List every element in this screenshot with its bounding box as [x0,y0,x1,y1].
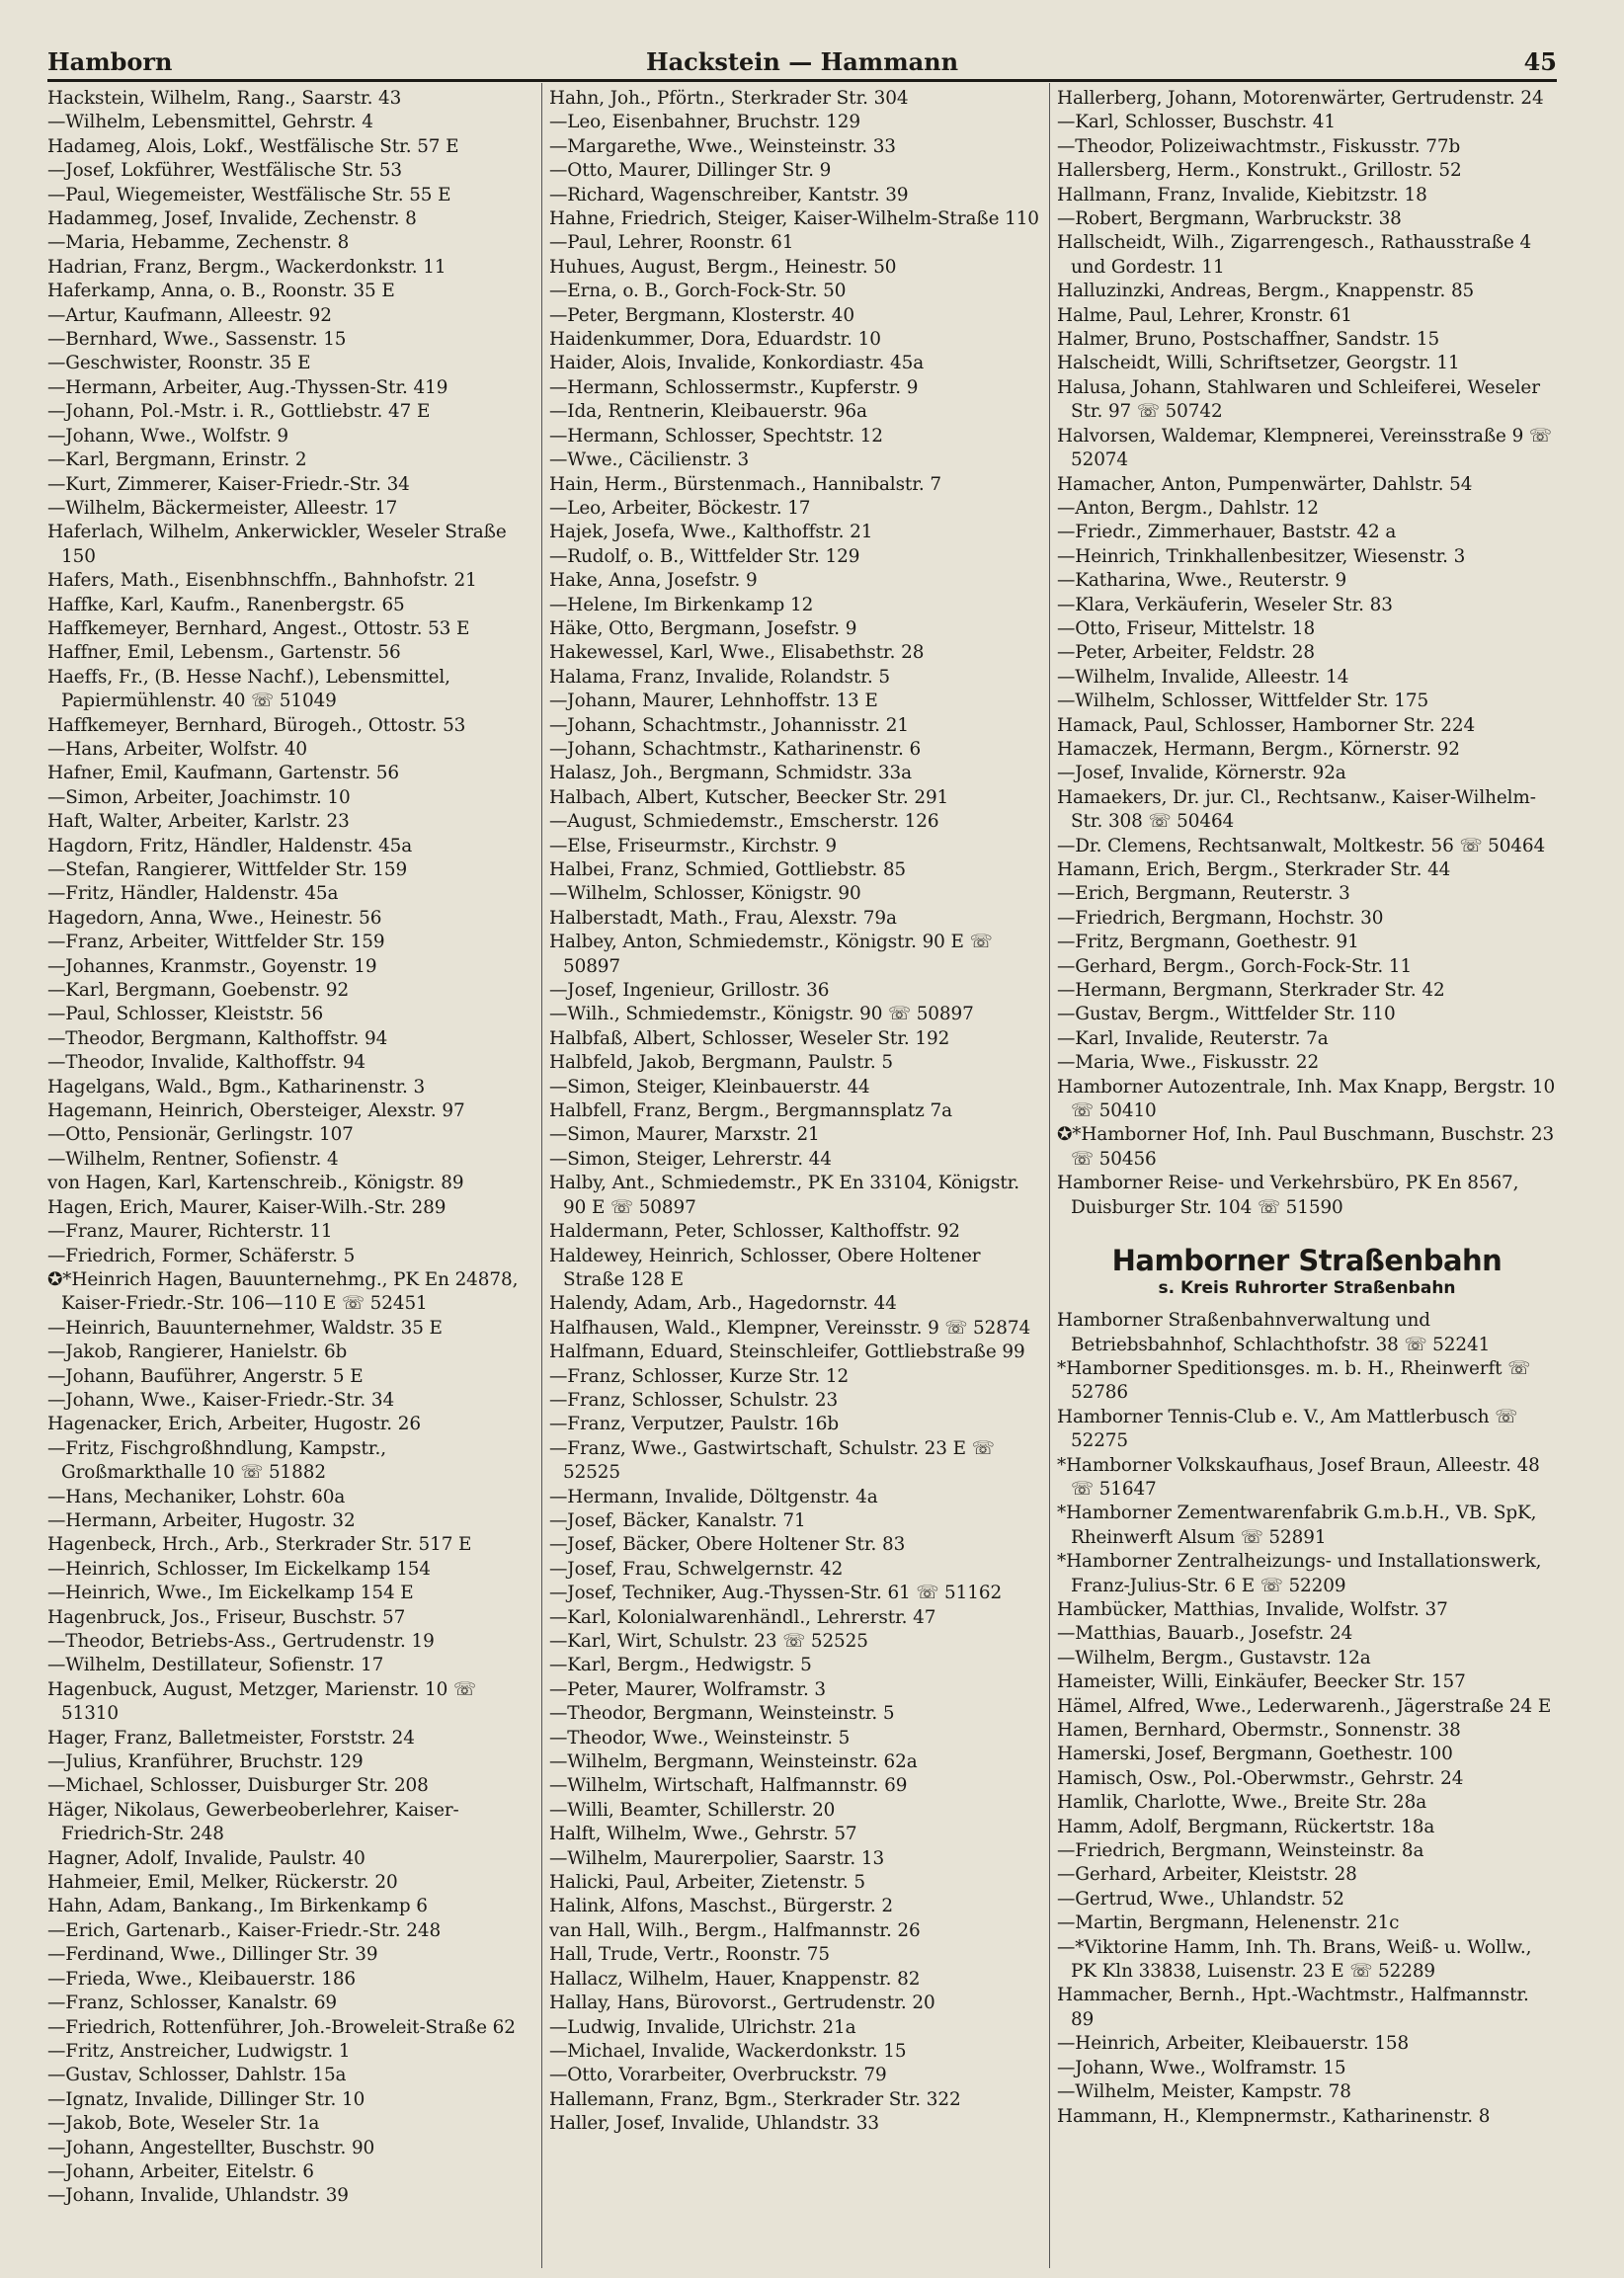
directory-entry: Häke, Otto, Bergmann, Josefstr. 9 [549,617,857,639]
column-1 [47,87,536,2270]
column-3 [1057,87,1557,2270]
directory-entry: —Rudolf, o. B., Wittfelder Str. 129 [549,545,860,567]
directory-entry: Hamen, Bernhard, Obermstr., Sonnenstr. 38 [1057,1720,1461,1741]
directory-entry: Hambücker, Matthias, Invalide, Wolfstr. 37 [1057,1598,1448,1620]
directory-entry: Halberstadt, Math., Frau, Alexstr. 79a [549,907,897,929]
directory-entry: ✪*Hamborner Hof, Inh. Paul Buschmann, Buschstr. 23 ☏ 50456 [1057,1124,1555,1170]
directory-entry: —Kurt, Zimmerer, Kaiser-Friedr.-Str. 34 [47,473,410,495]
directory-entry: —Ferdinand, Wwe., Dillinger Str. 39 [47,1944,378,1966]
directory-entry: —Johann, Schachtmstr., Katharinenstr. 6 [549,738,922,760]
directory-entry: —Erna, o. B., Gorch-Fock-Str. 50 [549,281,847,302]
directory-entry: —Karl, Bergmann, Goebenstr. 92 [47,980,350,1002]
directory-entry: —Franz, Schlosser, Kurze Str. 12 [549,1365,850,1387]
directory-entry: Halme, Paul, Lehrer, Kronstr. 61 [1057,304,1352,326]
directory-entry: —Heinrich, Trinkhallenbesitzer, Wiesenstr. 3 [1057,545,1466,567]
directory-entry: —Friedr., Zimmerhauer, Baststr. 42 a [1057,522,1397,543]
directory-entry: —Theodor, Wwe., Weinsteinstr. 5 [549,1727,851,1749]
directory-entry: Hallay, Hans, Bürovorst., Gertrudenstr. 20 [549,1993,935,2014]
directory-entry: Hallerberg, Johann, Motorenwärter, Gertrudenstr. 24 [1057,88,1544,109]
directory-entry: —Gustav, Bergm., Wittfelder Str. 110 [1057,1004,1396,1025]
directory-entry: *Hamborner Zementwarenfabrik G.m.b.H., VB. SpK, Rheinwerft Alsum ☏ 52891 [1057,1503,1537,1548]
directory-entry: —Bernhard, Wwe., Sassenstr. 15 [47,329,347,351]
directory-entry: Hafers, Math., Eisenbhnschffn., Bahnhofstr. 21 [47,570,477,592]
directory-entry: —Gustav, Schlosser, Dahlstr. 15a [47,2065,347,2086]
directory-entry: Hammacher, Bernh., Hpt.-Wachtmstr., Halfmannstr. 89 [1057,1985,1529,2030]
directory-entry: —Hermann, Schlosser, Spechtstr. 12 [549,425,883,447]
directory-entry: —Gertrud, Wwe., Uhlandstr. 52 [1057,1888,1344,1910]
directory-entry: Hakewessel, Karl, Wwe., Elisabethstr. 28 [549,642,925,664]
directory-entry: Hagner, Adolf, Invalide, Paulstr. 40 [47,1847,365,1869]
directory-entry: Halendy, Adam, Arb., Hagedornstr. 44 [549,1293,897,1315]
directory-entry: —Johann, Wwe., Kaiser-Friedr.-Str. 34 [47,1389,395,1411]
directory-entry: —Friedrich, Former, Schäferstr. 5 [47,1245,356,1266]
directory-entry: —Fritz, Fischgroßhndlung, Kampstr., Großmarkthalle 10 ☏ 51882 [47,1437,386,1484]
directory-entry: —Wilhelm, Maurerpolier, Saarstr. 13 [549,1847,885,1869]
directory-entry: van Hall, Wilh., Bergm., Halfmannstr. 26 [549,1919,921,1941]
directory-entry: —Johann, Maurer, Lehnhoffstr. 13 E [549,691,878,712]
directory-entry: —Otto, Maurer, Dillinger Str. 9 [549,160,832,182]
directory-entry: —Simon, Steiger, Lehrerstr. 44 [549,1148,832,1170]
directory-entry: —Karl, Wirt, Schulstr. 23 ☏ 52525 [549,1631,868,1652]
directory-entry: —Ignatz, Invalide, Dillinger Str. 10 [47,2088,365,2110]
directory-entry: Halbach, Albert, Kutscher, Beecker Str. 291 [549,786,949,808]
directory-entry: Hallacz, Wilhelm, Hauer, Knappenstr. 82 [549,1968,921,1990]
directory-entry: —Simon, Arbeiter, Joachimstr. 10 [47,786,351,808]
directory-entry: Huhues, August, Bergm., Heinestr. 50 [549,256,897,278]
directory-entry: Haldewey, Heinrich, Schlosser, Obere Holtener Straße 128 E [549,1245,981,1290]
directory-entry: —Johann, Arbeiter, Eitelstr. 6 [47,2160,314,2182]
directory-entry: —Jakob, Bote, Weseler Str. 1a [47,2113,320,2135]
directory-entry: —Johann, Angestellter, Buschstr. 90 [47,2137,375,2158]
directory-entry: —Anton, Bergm., Dahlstr. 12 [1057,497,1319,519]
directory-entry: —Julius, Kranführer, Bruchstr. 129 [47,1751,364,1773]
directory-entry: Häger, Nikolaus, Gewerbeoberlehrer, Kaiser-Friedrich-Str. 248 [47,1799,459,1845]
directory-entry: Hallemann, Franz, Bgm., Sterkrader Str. 322 [549,2088,961,2110]
directory-entry: Hamisch, Osw., Pol.-Oberwmstr., Gehrstr. 24 [1057,1767,1464,1789]
directory-entry: —Dr. Clemens, Rechtsanwalt, Moltkestr. 56 ☏ 50464 [1057,835,1546,856]
directory-entry: —Fritz, Anstreicher, Ludwigstr. 1 [47,2040,351,2062]
directory-entry: —Karl, Schlosser, Buschstr. 41 [1057,112,1337,133]
directory-entry: —Theodor, Betriebs-Ass., Gertrudenstr. 19 [47,1631,435,1652]
directory-entry: —Otto, Vorarbeiter, Overbruckstr. 79 [549,2065,887,2086]
directory-entry: Hagenbruck, Jos., Friseur, Buschstr. 57 [47,1606,406,1628]
directory-entry: Halby, Ant., Schmiedemstr., PK En 33104, Königstr. 90 E ☏ 50897 [549,1173,1020,1218]
directory-entry: Hagedorn, Anna, Wwe., Heinestr. 56 [47,907,382,929]
directory-entry: —Ida, Rentnerin, Kleibauerstr. 96a [549,401,867,423]
directory-entry: Hamm, Adolf, Bergmann, Rückertstr. 18a [1057,1816,1435,1837]
directory-entry: —Maria, Wwe., Fiskusstr. 22 [1057,1052,1320,1074]
directory-entry: —Katharina, Wwe., Reuterstr. 9 [1057,570,1347,592]
directory-entry: —Stefan, Rangierer, Wittfelder Str. 159 [47,859,408,880]
directory-entry: —Martin, Bergmann, Helenenstr. 21c [1057,1912,1400,1934]
directory-entry: —Peter, Bergmann, Klosterstr. 40 [549,304,854,326]
directory-entry: —Wilhelm, Bäckermeister, Alleestr. 17 [47,497,398,519]
directory-entry: Hadameg, Alois, Lokf., Westfälische Str. 57 E [47,135,459,157]
directory-entry: —Otto, Pensionär, Gerlingstr. 107 [47,1124,354,1146]
directory-entry: Halusa, Johann, Stahlwaren und Schleiferei, Weseler Str. 97 ☏ 50742 [1057,376,1540,423]
directory-entry: Haldermann, Peter, Schlosser, Kalthoffstr. 92 [549,1221,960,1243]
directory-entry: —Erich, Gartenarb., Kaiser-Friedr.-Str. 248 [47,1919,442,1941]
directory-entry: *Hamborner Volkskaufhaus, Josef Braun, Alleestr. 48 ☏ 51647 [1057,1454,1540,1500]
directory-entry: —Matthias, Bauarb., Josefstr. 24 [1057,1623,1353,1645]
directory-entry: —Wilhelm, Lebensmittel, Gehrstr. 4 [47,112,373,133]
directory-entry: Hamerski, Josef, Bergmann, Goethestr. 100 [1057,1744,1453,1765]
directory-entry: —Fritz, Bergmann, Goethestr. 91 [1057,932,1359,953]
directory-entry: —Karl, Kolonialwarenhändl., Lehrerstr. 47 [549,1606,936,1628]
directory-entry: —Wwe., Cäcilienstr. 3 [549,449,750,471]
directory-entry: Hamborner Straßenbahnverwaltung und Betriebsbahnhof, Schlachthofstr. 38 ☏ 52241 [1057,1310,1491,1355]
directory-entry: Hallmann, Franz, Invalide, Kiebitzstr. 18 [1057,184,1427,205]
directory-entry: —Paul, Schlosser, Kleiststr. 56 [47,1004,324,1025]
directory-entry: Halbfell, Franz, Bergm., Bergmannsplatz 7a [549,1100,952,1122]
directory-entry: Haferkamp, Anna, o. B., Roonstr. 35 E [47,281,395,302]
directory-entry: —Wilhelm, Invalide, Alleestr. 14 [1057,666,1349,688]
directory-entry: —Hermann, Schlossermstr., Kupferstr. 9 [549,376,919,398]
directory-entry: —Franz, Schlosser, Schulstr. 23 [549,1389,839,1411]
directory-entry: Hallscheidt, Wilh., Zigarrengesch., Rathausstraße 4 und Gordestr. 11 [1057,232,1532,278]
directory-entry: —Johann, Invalide, Uhlandstr. 39 [47,2185,349,2207]
directory-entry: Haffkemeyer, Bernhard, Bürogeh., Ottostr. 53 [47,714,466,736]
directory-entry: Hagelgans, Wald., Bgm., Katharinenstr. 3 [47,1076,426,1098]
header-location: Hamborn [47,47,173,76]
directory-entry: —Josef, Ingenieur, Grillostr. 36 [549,980,830,1002]
directory-entry: —Wilhelm, Bergm., Gustavstr. 12a [1057,1647,1371,1668]
directory-entry: Hager, Franz, Balletmeister, Forststr. 24 [47,1727,415,1749]
directory-entry: Hameister, Willi, Einkäufer, Beecker Str. 157 [1057,1671,1466,1693]
directory-entry: Halmer, Bruno, Postschaffner, Sandstr. 15 [1057,329,1440,351]
directory-entry: Hadammeg, Josef, Invalide, Zechenstr. 8 [47,208,417,230]
directory-entry: —August, Schmiedemstr., Emscherstr. 126 [549,811,939,833]
directory-entry: Hackstein, Wilhelm, Rang., Saarstr. 43 [47,88,402,109]
directory-entry: —Hans, Arbeiter, Wolfstr. 40 [47,738,308,760]
directory-entry: Hagemann, Heinrich, Obersteiger, Alexstr. 97 [47,1100,465,1122]
directory-entry: Hahn, Joh., Pförtn., Sterkrader Str. 304 [549,88,909,109]
directory-entry: —Josef, Bäcker, Kanalstr. 71 [549,1509,806,1531]
directory-entry: —Wilhelm, Bergmann, Weinsteinstr. 62a [549,1751,918,1773]
directory-entry: Hamlik, Charlotte, Wwe., Breite Str. 28a [1057,1792,1427,1814]
directory-entry: —Josef, Lokführer, Westfälische Str. 53 [47,160,402,182]
directory-entry: —Karl, Invalide, Reuterstr. 7a [1057,1027,1329,1049]
directory-entry: —Robert, Bergmann, Warbruckstr. 38 [1057,208,1402,230]
directory-entry: —Franz, Verputzer, Paulstr. 16b [549,1414,840,1435]
directory-entry: Halbey, Anton, Schmiedemstr., Königstr. 90 E ☏ 50897 [549,932,993,977]
spacer [1057,1220,1557,1242]
directory-entry: —Friedrich, Bergmann, Hochstr. 30 [1057,907,1384,929]
directory-entry: —Michael, Invalide, Wackerdonkstr. 15 [549,2040,907,2062]
directory-entry: Halfhausen, Wald., Klempner, Vereinsstr. 9 ☏ 52874 [549,1317,1031,1339]
directory-entry: *Hamborner Speditionsges. m. b. H., Rheinwerft ☏ 52786 [1057,1357,1531,1404]
directory-entry: —Wilh., Schmiedemstr., Königstr. 90 ☏ 50897 [549,1004,974,1025]
header-range: Hackstein — Hammann [645,47,959,76]
directory-entry: —Hermann, Invalide, Döltgenstr. 4a [549,1486,878,1507]
directory-entry: —Johann, Bauführer, Angerstr. 5 E [47,1365,364,1387]
section-heading [1057,1244,1557,1299]
directory-entry: Hahn, Adam, Bankang., Im Birkenkamp 6 [47,1896,428,1917]
directory-entry: Halicki, Paul, Arbeiter, Zietenstr. 5 [549,1872,866,1894]
directory-entry: Halbfeld, Jakob, Bergmann, Paulstr. 5 [549,1052,893,1074]
directory-entry: Hahmeier, Emil, Melker, Rückerstr. 20 [47,1872,398,1894]
directory-entry: —Johann, Pol.-Mstr. i. R., Gottliebstr. 47 E [47,401,431,423]
directory-entry: —Fritz, Händler, Haldenstr. 45a [47,883,339,905]
directory-entry: Hake, Anna, Josefstr. 9 [549,570,758,592]
directory-entry: Hamaekers, Dr. jur. Cl., Rechtsanw., Kaiser-Wilhelm-Str. 308 ☏ 50464 [1057,786,1536,833]
directory-entry: —Franz, Maurer, Richterstr. 11 [47,1221,333,1243]
directory-entry: —Otto, Friseur, Mittelstr. 18 [1057,617,1316,639]
directory-entry: —Simon, Maurer, Marxstr. 21 [549,1124,820,1146]
directory-entry: —Josef, Invalide, Körnerstr. 92a [1057,763,1346,784]
directory-entry: —Wilhelm, Schlosser, Wittfelder Str. 175 [1057,691,1429,712]
directory-entry: —Wilhelm, Destillateur, Sofienstr. 17 [47,1655,384,1676]
column-3-entries-top [1057,87,1557,1220]
directory-entry: Hamborner Reise- und Verkehrsbüro, PK En 8567, Duisburger Str. 104 ☏ 51590 [1057,1173,1519,1218]
directory-entry: —Karl, Bergmann, Erinstr. 2 [47,449,307,471]
directory-entry: —Hans, Mechaniker, Lohstr. 60a [47,1486,346,1507]
directory-entry: —Frieda, Wwe., Kleibauerstr. 186 [47,1968,357,1990]
directory-entry: Hamacher, Anton, Pumpenwärter, Dahlstr. 54 [1057,473,1473,495]
directory-entry: Hafner, Emil, Kaufmann, Gartenstr. 56 [47,763,400,784]
directory-entry: —Paul, Wiegemeister, Westfälische Str. 55 E [47,184,451,205]
directory-entry: —Peter, Maurer, Wolframstr. 3 [549,1678,827,1700]
directory-entry: Halbfaß, Albert, Schlosser, Weseler Str. 192 [549,1027,950,1049]
directory-entry: Halft, Wilhelm, Wwe., Gehrstr. 57 [549,1824,857,1845]
directory-entry: —Franz, Wwe., Gastwirtschaft, Schulstr. 23 E ☏ 52525 [549,1437,995,1484]
directory-entry: Hammann, H., Klempnermstr., Katharinenstr. 8 [1057,2105,1491,2127]
directory-entry: —Michael, Schlosser, Duisburger Str. 208 [47,1775,429,1797]
column-divider [1049,83,1050,2268]
section-subtitle: s. Kreis Ruhrorter Straßenbahn [1158,1278,1456,1299]
directory-entry: Halfmann, Eduard, Steinschleifer, Gottliebstraße 99 [549,1342,1025,1363]
directory-entry: —Else, Friseurmstr., Kirchstr. 9 [549,835,838,856]
directory-entry: —Theodor, Bergmann, Kalthoffstr. 94 [47,1027,388,1049]
column-3-entries-bottom [1057,1309,1557,2129]
directory-entry: Hagenbuck, August, Metzger, Marienstr. 10 ☏ 51310 [47,1678,476,1725]
directory-entry: —Richard, Wagenschreiber, Kantstr. 39 [549,184,909,205]
directory-entry: —Franz, Arbeiter, Wittfelder Str. 159 [47,932,385,953]
directory-entry: Hall, Trude, Vertr., Roonstr. 75 [549,1944,830,1966]
directory-entry: —Franz, Schlosser, Kanalstr. 69 [47,1993,338,2014]
directory-entry: Haider, Alois, Invalide, Konkordiastr. 45a [549,353,925,374]
directory-entry: —Josef, Frau, Schwelgernstr. 42 [549,1558,844,1580]
directory-entry: —Simon, Steiger, Kleinbauerstr. 44 [549,1076,870,1098]
directory-entry: Hämel, Alfred, Wwe., Lederwarenh., Jägerstraße 24 E [1057,1695,1552,1717]
directory-entry: Haffkemeyer, Bernhard, Angest., Ottostr. 53 E [47,617,470,639]
directory-entry: Hamann, Erich, Bergm., Sterkrader Str. 44 [1057,859,1451,880]
directory-entry: Hagdorn, Fritz, Händler, Haldenstr. 45a [47,835,413,856]
directory-entry: —Erich, Bergmann, Reuterstr. 3 [1057,883,1350,905]
directory-entry: —Hermann, Arbeiter, Hugostr. 32 [47,1509,356,1531]
directory-entry: —Josef, Bäcker, Obere Holtener Str. 83 [549,1534,906,1556]
column-2 [549,87,1043,2270]
directory-entry: Haeffs, Fr., (B. Hesse Nachf.), Lebensmittel, Papiermühlenstr. 40 ☏ 51049 [47,666,450,712]
directory-entry: —Friedrich, Bergmann, Weinsteinstr. 8a [1057,1840,1424,1862]
directory-entry: —Johann, Wwe., Wolfstr. 9 [47,425,288,447]
directory-entry: Halvorsen, Waldemar, Klempnerei, Vereinsstraße 9 ☏ 52074 [1057,425,1552,471]
directory-entry: —Helene, Im Birkenkamp 12 [549,594,814,615]
directory-entry: Hamborner Autozentrale, Inh. Max Knapp, Bergstr. 10 ☏ 50410 [1057,1076,1556,1122]
directory-entry: Haffke, Karl, Kaufm., Ranenbergstr. 65 [47,594,405,615]
spacer [1057,1299,1557,1309]
directory-entry: Hain, Herm., Bürstenmach., Hannibalstr. 7 [549,473,941,495]
column-divider [541,83,542,2268]
directory-entry: Halama, Franz, Invalide, Rolandstr. 5 [549,666,890,688]
directory-entry: —Maria, Hebamme, Zechenstr. 8 [47,232,350,254]
directory-entry: —Paul, Lehrer, Roonstr. 61 [549,232,794,254]
directory-entry: —Heinrich, Bauunternehmer, Waldstr. 35 E [47,1317,443,1339]
directory-entry: Hagenacker, Erich, Arbeiter, Hugostr. 26 [47,1414,421,1435]
directory-entry: —Friedrich, Rottenführer, Joh.-Broweleit-Straße 62 [47,2016,516,2038]
directory-entry: —Peter, Arbeiter, Feldstr. 28 [1057,642,1315,664]
directory-entry: Haidenkummer, Dora, Eduardstr. 10 [549,329,881,351]
directory-entry: —Johann, Schachtmstr., Johannisstr. 21 [549,714,909,736]
directory-entry: Halasz, Joh., Bergmann, Schmidstr. 33a [549,763,912,784]
directory-entry: —Theodor, Polizeiwachtmstr., Fiskusstr. 77b [1057,135,1461,157]
directory-entry: —Karl, Bergm., Hedwigstr. 5 [549,1655,812,1676]
directory-entry: Hadrian, Franz, Bergm., Wackerdonkstr. 11 [47,256,447,278]
directory-entry: —Theodor, Bergmann, Weinsteinstr. 5 [549,1703,895,1725]
directory-entry: Halink, Alfons, Maschst., Bürgerstr. 2 [549,1896,893,1917]
directory-entry: Hallersberg, Herm., Konstrukt., Grillostr. 52 [1057,160,1462,182]
directory-entry: —Jakob, Rangierer, Hanielstr. 6b [47,1342,348,1363]
directory-entry: Hagen, Erich, Maurer, Kaiser-Wilh.-Str. 289 [47,1196,447,1218]
directory-entry: Haffner, Emil, Lebensm., Gartenstr. 56 [47,642,401,664]
directory-entry: *Hamborner Zentralheizungs- und Installationswerk, Franz-Julius-Str. 6 E ☏ 52209 [1057,1551,1542,1596]
directory-entry: —Hermann, Bergmann, Sterkrader Str. 42 [1057,980,1445,1002]
directory-entry: —Leo, Eisenbahner, Bruchstr. 129 [549,112,860,133]
directory-entry: —Theodor, Invalide, Kalthoffstr. 94 [47,1052,366,1074]
directory-entry: —Josef, Techniker, Aug.-Thyssen-Str. 61 ☏ 51162 [549,1583,1003,1604]
page-number: 45 [1523,47,1557,76]
directory-entry: von Hagen, Karl, Kartenschreib., Königstr. 89 [47,1173,464,1194]
directory-entry: Hamack, Paul, Schlosser, Hamborner Str. 224 [1057,714,1476,736]
directory-entry: —Willi, Beamter, Schillerstr. 20 [549,1799,836,1821]
directory-entry: —Margarethe, Wwe., Weinsteinstr. 33 [549,135,896,157]
directory-entry: —Johannes, Kranmstr., Goyenstr. 19 [47,955,377,977]
directory-entry: Hamaczek, Hermann, Bergm., Körnerstr. 92 [1057,738,1460,760]
directory-entry: Halbei, Franz, Schmied, Gottliebstr. 85 [549,859,907,880]
directory-entry: —Wilhelm, Schlosser, Königstr. 90 [549,883,861,905]
directory-entry: Hagenbeck, Hrch., Arb., Sterkrader Str. 517 E [47,1534,472,1556]
directory-entry: —Ludwig, Invalide, Ulrichstr. 21a [549,2016,856,2038]
directory-entry: Halscheidt, Willi, Schriftsetzer, Georgstr. 11 [1057,353,1460,374]
directory-entry: —Gerhard, Arbeiter, Kleiststr. 28 [1057,1864,1357,1886]
directory-entry: —Heinrich, Arbeiter, Kleibauerstr. 158 [1057,2033,1410,2055]
directory-entry: Hahne, Friedrich, Steiger, Kaiser-Wilhelm-Straße 110 [549,208,1039,230]
directory-entry: ✪*Heinrich Hagen, Bauunternehmg., PK En 24878, Kaiser-Friedr.-Str. 106—110 E ☏ 52451 [47,1268,519,1315]
directory-entry: Haft, Walter, Arbeiter, Karlstr. 23 [47,811,350,833]
section-title: Hamborner Straßenbahn [1111,1244,1502,1278]
directory-entry: —Hermann, Arbeiter, Aug.-Thyssen-Str. 419 [47,376,448,398]
directory-entry: —Leo, Arbeiter, Böckestr. 17 [549,497,811,519]
directory-entry: —Gerhard, Bergm., Gorch-Fock-Str. 11 [1057,955,1413,977]
directory-entry: Halluzinzki, Andreas, Bergm., Knappenstr. 85 [1057,281,1475,302]
directory-entry: —Artur, Kaufmann, Alleestr. 92 [47,304,332,326]
directory-entry: —Klara, Verkäuferin, Weseler Str. 83 [1057,594,1393,615]
directory-entry: —Johann, Wwe., Wolframstr. 15 [1057,2057,1346,2078]
directory-entry: —Wilhelm, Meister, Kampstr. 78 [1057,2081,1351,2103]
directory-entry: Haferlach, Wilhelm, Ankerwickler, Weseler Straße 150 [47,522,507,567]
directory-entry: Hamborner Tennis-Club e. V., Am Mattlerbusch ☏ 52275 [1057,1406,1518,1452]
directory-entry: Hajek, Josefa, Wwe., Kalthoffstr. 21 [549,522,873,543]
directory-entry: —Geschwister, Roonstr. 35 E [47,353,311,374]
header-rule [47,79,1557,82]
directory-entry: —Heinrich, Wwe., Im Eickelkamp 154 E [47,1583,414,1604]
directory-entry: —Wilhelm, Wirtschaft, Halfmannstr. 69 [549,1775,908,1797]
directory-entry: —Heinrich, Schlosser, Im Eickelkamp 154 [47,1558,431,1580]
directory-entry: Haller, Josef, Invalide, Uhlandstr. 33 [549,2113,879,2135]
directory-entry: —Wilhelm, Rentner, Sofienstr. 4 [47,1148,339,1170]
directory-entry: —*Viktorine Hamm, Inh. Th. Brans, Weiß- u. Wollw., PK Kln 33838, Luisenstr. 23 E ☏ 52289 [1057,1936,1532,1983]
